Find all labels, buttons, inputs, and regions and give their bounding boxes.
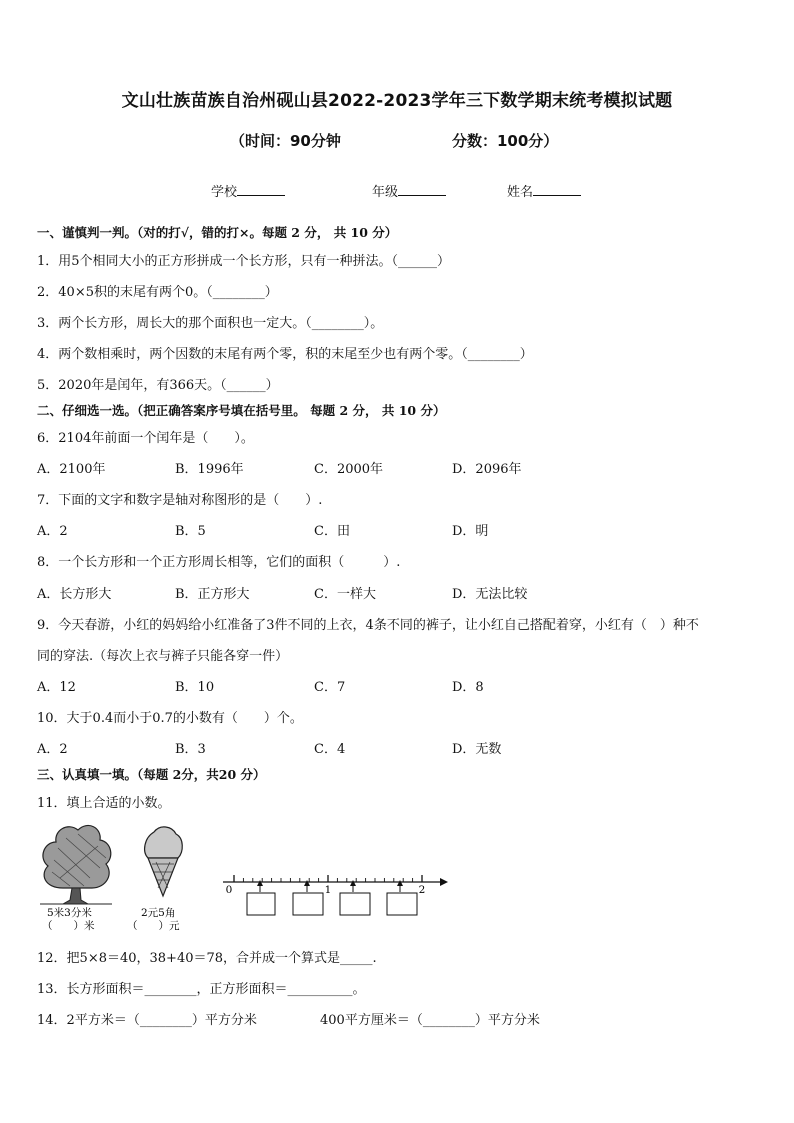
exam-score: 分数：100分） (452, 132, 559, 150)
question-7: 7．下面的文字和数字是轴对称图形的是（ ）. (37, 493, 323, 508)
tree-unit-blank[interactable]: （ ）米 (42, 920, 95, 932)
grade-field (372, 181, 446, 200)
question-12: 12．把5×8＝40，38+40＝78，合并成一个算式是_____. (37, 951, 377, 966)
q9-option-d[interactable]: D．8 (452, 680, 484, 695)
question-8: 8．一个长方形和一个正方形周长相等，它们的面积（ ）. (37, 555, 401, 570)
question-4: 4．两个数相乘时，两个因数的末尾有两个零，积的末尾至少也有两个零。（________） (37, 347, 533, 362)
q8-option-b[interactable]: B．正方形大 (175, 587, 250, 602)
grade-blank[interactable] (398, 183, 446, 196)
school-label: 学校 (211, 185, 238, 200)
axis-label-1: 1 (324, 884, 332, 896)
ice-cream-caption: 2元5角 (141, 907, 176, 919)
q7-option-b[interactable]: B．5 (175, 524, 206, 539)
question-9-line-2: 同的穿法.（每次上衣与裤子只能各穿一件） (37, 649, 289, 664)
ice-cream-icon (145, 827, 183, 896)
grade-label: 年级 (372, 185, 399, 200)
q10-option-b[interactable]: B．3 (175, 742, 206, 757)
question-1: 1．用5个相同大小的正方形拼成一个长方形，只有一种拼法。（______） (37, 254, 451, 269)
section-1-heading: 一、谨慎判一判。（对的打√，错的打×。每题 2 分， 共 10 分） (37, 225, 398, 240)
q10-option-c[interactable]: C．4 (314, 742, 346, 757)
q9-option-a[interactable]: A．12 (37, 680, 76, 695)
question-2: 2．40×5积的末尾有两个0。（________） (37, 285, 278, 300)
q7-option-d[interactable]: D．明 (452, 524, 489, 539)
tree-caption: 5米3分米 (47, 907, 92, 919)
axis-label-0: 0 (225, 884, 233, 896)
question-9-line-1: 9．今天春游，小红的妈妈给小红准备了3件不同的上衣，4条不同的裤子，让小红自己搭配着穿，小红有（ ）种不 (37, 618, 699, 633)
axis-label-2: 2 (418, 884, 426, 896)
q7-option-a[interactable]: A．2 (37, 524, 68, 539)
q6-option-d[interactable]: D．2096年 (452, 462, 522, 477)
name-field (507, 181, 581, 200)
q7-option-c[interactable]: C．田 (314, 524, 350, 539)
name-label: 姓名 (507, 185, 534, 200)
question-6: 6．2104年前面一个闰年是（ ）。 (37, 431, 254, 446)
school-field (211, 181, 285, 200)
question-5: 5．2020年是闰年，有366天。（______） (37, 378, 279, 393)
section-3-heading: 三、认真填一填。（每题 2分，共20 分） (37, 767, 266, 782)
school-blank[interactable] (237, 183, 285, 196)
ice-cream-unit-blank[interactable]: （ ）元 (127, 920, 180, 932)
question-10: 10．大于0.4而小于0.7的小数有（ ）个。 (37, 711, 303, 726)
answer-box-3[interactable] (340, 880, 370, 915)
q9-option-c[interactable]: C．7 (314, 680, 346, 695)
q10-option-d[interactable]: D．无数 (452, 742, 502, 757)
q9-option-b[interactable]: B．10 (175, 680, 215, 695)
q8-option-a[interactable]: A．长方形大 (37, 587, 112, 602)
answer-box-1[interactable] (247, 880, 275, 915)
q10-option-a[interactable]: A．2 (37, 742, 68, 757)
number-line (223, 875, 448, 915)
page-title: 文山壮族苗族自治州砚山县2022-2023学年三下数学期末统考模拟试题 (121, 91, 673, 111)
q8-option-d[interactable]: D．无法比较 (452, 587, 528, 602)
answer-box-2[interactable] (293, 880, 323, 915)
question-13: 13．长方形面积＝________，正方形面积＝__________。 (37, 982, 366, 997)
exam-time: （时间：90分钟 (230, 132, 341, 150)
question-11: 11．填上合适的小数。 (37, 796, 171, 811)
question-14b: 400平方厘米＝（________）平方分米 (320, 1013, 540, 1028)
q11-figure (30, 818, 460, 933)
question-14a: 14．2平方米＝（________）平方分米 (37, 1013, 257, 1028)
q6-option-a[interactable]: A．2100年 (37, 462, 106, 477)
name-blank[interactable] (533, 183, 581, 196)
section-2-heading: 二、仔细选一选。（把正确答案序号填在括号里。 每题 2 分， 共 10 分） (37, 403, 446, 418)
question-3: 3．两个长方形，周长大的那个面积也一定大。（________）。 (37, 316, 384, 331)
q6-option-b[interactable]: B．1996年 (175, 462, 244, 477)
answer-box-4[interactable] (387, 880, 417, 915)
q8-option-c[interactable]: C．一样大 (314, 587, 376, 602)
q6-option-c[interactable]: C．2000年 (314, 462, 384, 477)
tree-icon (40, 825, 112, 904)
